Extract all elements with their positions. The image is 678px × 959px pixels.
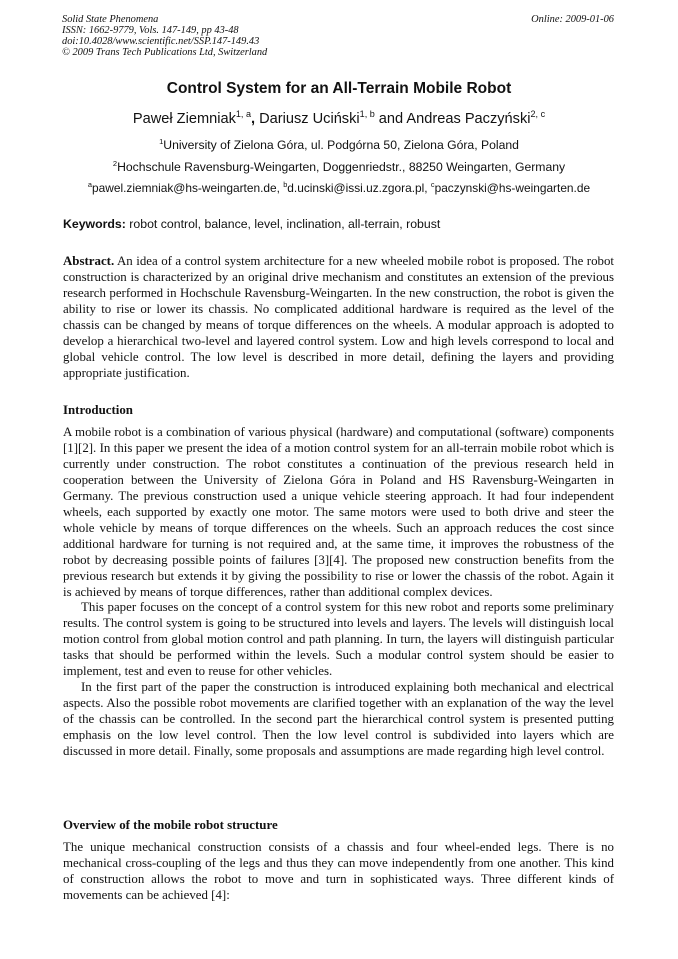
email-list [0,181,678,195]
introduction-body [63,425,614,760]
copyright-line: © 2009 Trans Tech Publications Ltd, Switzerland [62,47,268,58]
email-mark: c [430,180,435,190]
section-heading-introduction: Introduction [63,403,133,417]
abstract-label: Abstract. [63,254,115,268]
author-name: Paweł Ziemniak [132,111,236,127]
author-separator: , [250,111,260,127]
keywords-label: Keywords: [63,217,126,231]
paper-title: Control System for an All-Terrain Mobile Robot [166,80,512,97]
affiliation-1 [0,138,678,152]
affiliation-text: University of Zielona Góra, ul. Podgórna 50, Zielona Góra, Poland [163,138,519,152]
email-mark: b [283,180,288,190]
email-link[interactable]: paczynski@hs-weingarten.de [434,181,591,195]
email-link[interactable]: d.ucinski@issi.uz.zgora.pl [287,181,425,195]
author-affiliation-mark: 2, c [530,109,546,120]
paragraph: This paper focuses on the concept of a control system for this new robot and reports some preliminary results. The control system is going to be structured into levels and layers. The levels will distinguish local motion control from global motion control and path planning. In turn, the layers will distinguish particular tasks that should be performed within the levels. Such a modular control system should be easier to implement, test and even to reuse for other vehicles. [63,600,614,679]
author-name: Dariusz Uciński [259,111,360,127]
keywords [63,217,614,231]
email-mark: a [87,180,93,190]
issn-line: ISSN: 1662-9779, Vols. 147-149, pp 43-48 [62,25,239,36]
email-separator: , [424,181,431,195]
author-affiliation-mark: 1, a [235,109,251,120]
keywords-text: robot control, balance, level, inclination, all-terrain, robust [125,217,441,231]
email-separator: , [276,181,284,195]
journal-name: Solid State Phenomena [62,14,159,25]
paragraph: A mobile robot is a combination of various physical (hardware) and computational (software) components [1][2]. In this paper we present the idea of a motion control system for an all-terrain mobile robot which is currently under construction. The robot constitutes a continuation of the previous research held in cooperation between the University of Zielona Góra in Poland and HS Ravensburg-Weingarten in Germany. The previous construction used a unique vehicle steering approach. It had four independent wheels, each supported by exactly one motor. The same motors were used to both drive and steer the whole vehicle by means of torque differences on the wheels. Such an approach reduces the cost since additional hardware for turning is not required and, at the same time, it improves the robustness of the robot by decreasing possible points of failures [3][4]. The proposed new construction benefits from the previous research but extends it by giving the possibility to rise or lower the chassis of the robot. Again it is achieved by means of torque differences, rather than additional complex devices. [63,425,614,599]
author-list [0,111,678,127]
abstract-text: An idea of a control system architecture for a new wheeled mobile robot is proposed. The robot construction is characterized by an original drive mechanism and constitutes an extension of the previous research performed in Hochschule Ravensburg-Weingarten. In the new construction, the robot is given the ability to rise or lower its chassis. No complicated additional hardware is required as the level of the chassis can be changed by means of torque differences on the wheels. A modular approach is adopted to develop a hierarchical two-level and layered control system. Low and high levels correspond to local and global vehicle control. The low level is described in more detail, defining the layers and providing appropriate justification. [63,254,614,380]
paragraph: In the first part of the paper the construction is introduced explaining both mechanical and electrical aspects. Also the possible robot movements are clarified together with an explanation of the way the level of the chassis can be controlled. In the second part the hierarchical control system is presented putting emphasis on the low level control. Then the low level control is subdivided into layers which are discussed in more detail. Finally, some proposals and assumptions are made regarding high level control. [63,680,614,759]
affiliation-text: Hochschule Ravensburg-Weingarten, Doggenriedstr., 88250 Weingarten, Germany [117,160,566,174]
author-name: Andreas Paczyński [406,111,531,127]
affiliation-mark: 1 [159,136,164,146]
online-date: Online: 2009-01-06 [531,14,614,25]
overview-body [63,840,614,904]
paragraph: The unique mechanical construction consists of a chassis and four wheel-ended legs. There is no mechanical cross-coupling of the legs and thus they can move independently from one another. This kind of construction allows the robot to move and turn in sophisticated ways. Three different kinds of movements can be achieved [4]: [63,840,614,902]
journal-header [62,14,614,58]
abstract [63,254,614,382]
author-affiliation-mark: 1, b [359,109,375,120]
doi-line: doi:10.4028/www.scientific.net/SSP.147-149.43 [62,36,260,47]
author-and: and [374,111,407,127]
affiliation-2 [0,160,678,174]
email-link[interactable]: pawel.ziemniak@hs-weingarten.de [92,181,277,195]
affiliation-mark: 2 [112,158,118,168]
section-heading-overview: Overview of the mobile robot structure [63,818,278,832]
